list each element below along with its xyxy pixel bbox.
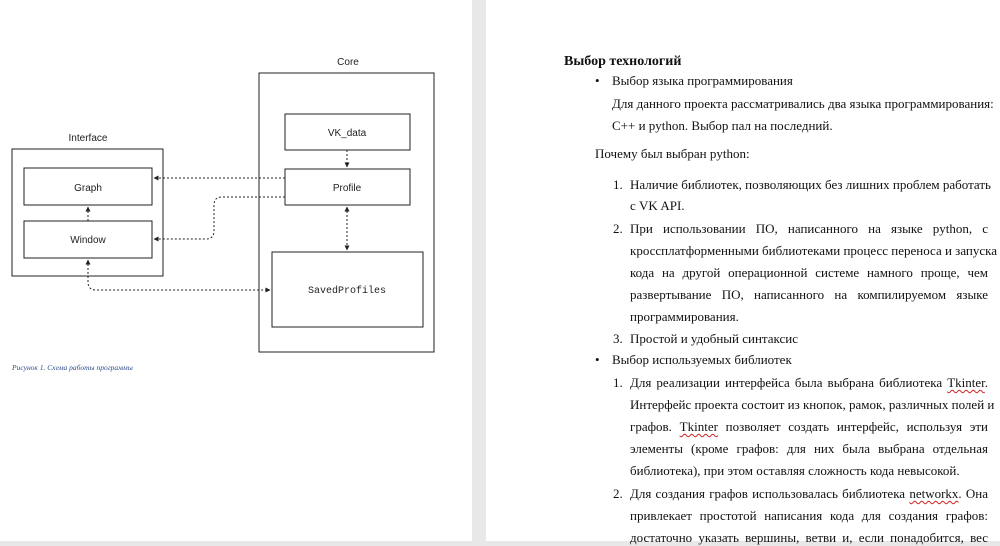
core-group-label: Core [337,57,359,68]
profile-to-window-arrow [154,197,285,239]
bullet-libraries-title: Выбор используемых библиотек [612,352,792,367]
interface-group-label: Interface [68,133,108,144]
list-item-line: Для реализации интерфейса была выбрана библиотека Tkinter. [630,375,988,390]
profile-label: Profile [332,183,362,194]
list-item-line: кроссплатформенными библиотеками процесс переноса и запуска [630,243,998,258]
right-page [486,0,1000,545]
list-number: 1. [613,375,623,390]
language-para-line: C++ и python. Выбор пал на последний. [612,118,833,133]
list-number: 2. [613,486,623,501]
window-label: Window [70,235,106,246]
list-item-line: кода на другой операционной системе намного проще, чем [630,265,988,280]
list-item-line: библиотека), при этом оставляя сложность кода невысокой. [630,463,960,478]
list-item-line: Простой и удобный синтаксис [630,331,798,346]
why-python: Почему был выбран python: [595,146,750,161]
list-number: 3. [613,331,623,346]
list-item-line: Наличие библиотек, позволяющих без лишних проблем работать [630,177,991,192]
figure-caption: Рисунок 1. Схема работы программы [12,363,133,372]
list-item-line: При использовании ПО, написанного на языке python, с [630,221,988,236]
list-item-line: программирования. [630,309,739,324]
language-para-line: Для данного проекта рассматривались два языка программирования: [612,96,994,111]
bullet-dot: • [595,352,600,367]
left-page [0,0,472,541]
list-number: 2. [613,221,623,236]
list-item-line: достаточно указать вершины, ветви и, если понадобится, вес [630,530,988,545]
saved-profiles-label: SavedProfiles [307,286,387,297]
window-savedprofiles-arrow [88,260,270,290]
list-item-line: Интерфейс проекта состоит из кнопок, рамок, различных полей и [630,397,995,412]
bullet-language-title: Выбор языка программирования [612,73,793,88]
list-item-line: графов. Tkinter позволяет создать интерфейс, используя эти [630,419,988,434]
section-heading: Выбор технологий [564,54,682,69]
vk-data-label: VK_data [327,128,367,139]
architecture-diagram [0,0,472,541]
list-item-line: привлекает простотой написания кода для создания графов: [630,508,988,523]
list-item-line: развертывание ПО, написанного на компилируемом языке [630,287,988,302]
list-item-line: Для создания графов использовалась библиотека networkx. Она [630,486,989,501]
list-item-line: с VK API. [630,198,685,213]
graph-label: Graph [74,183,102,194]
list-item-line: элементы (кроме графов: для них была выбрана отдельная [630,441,988,456]
list-number: 1. [613,177,623,192]
bullet-dot: • [595,73,600,88]
